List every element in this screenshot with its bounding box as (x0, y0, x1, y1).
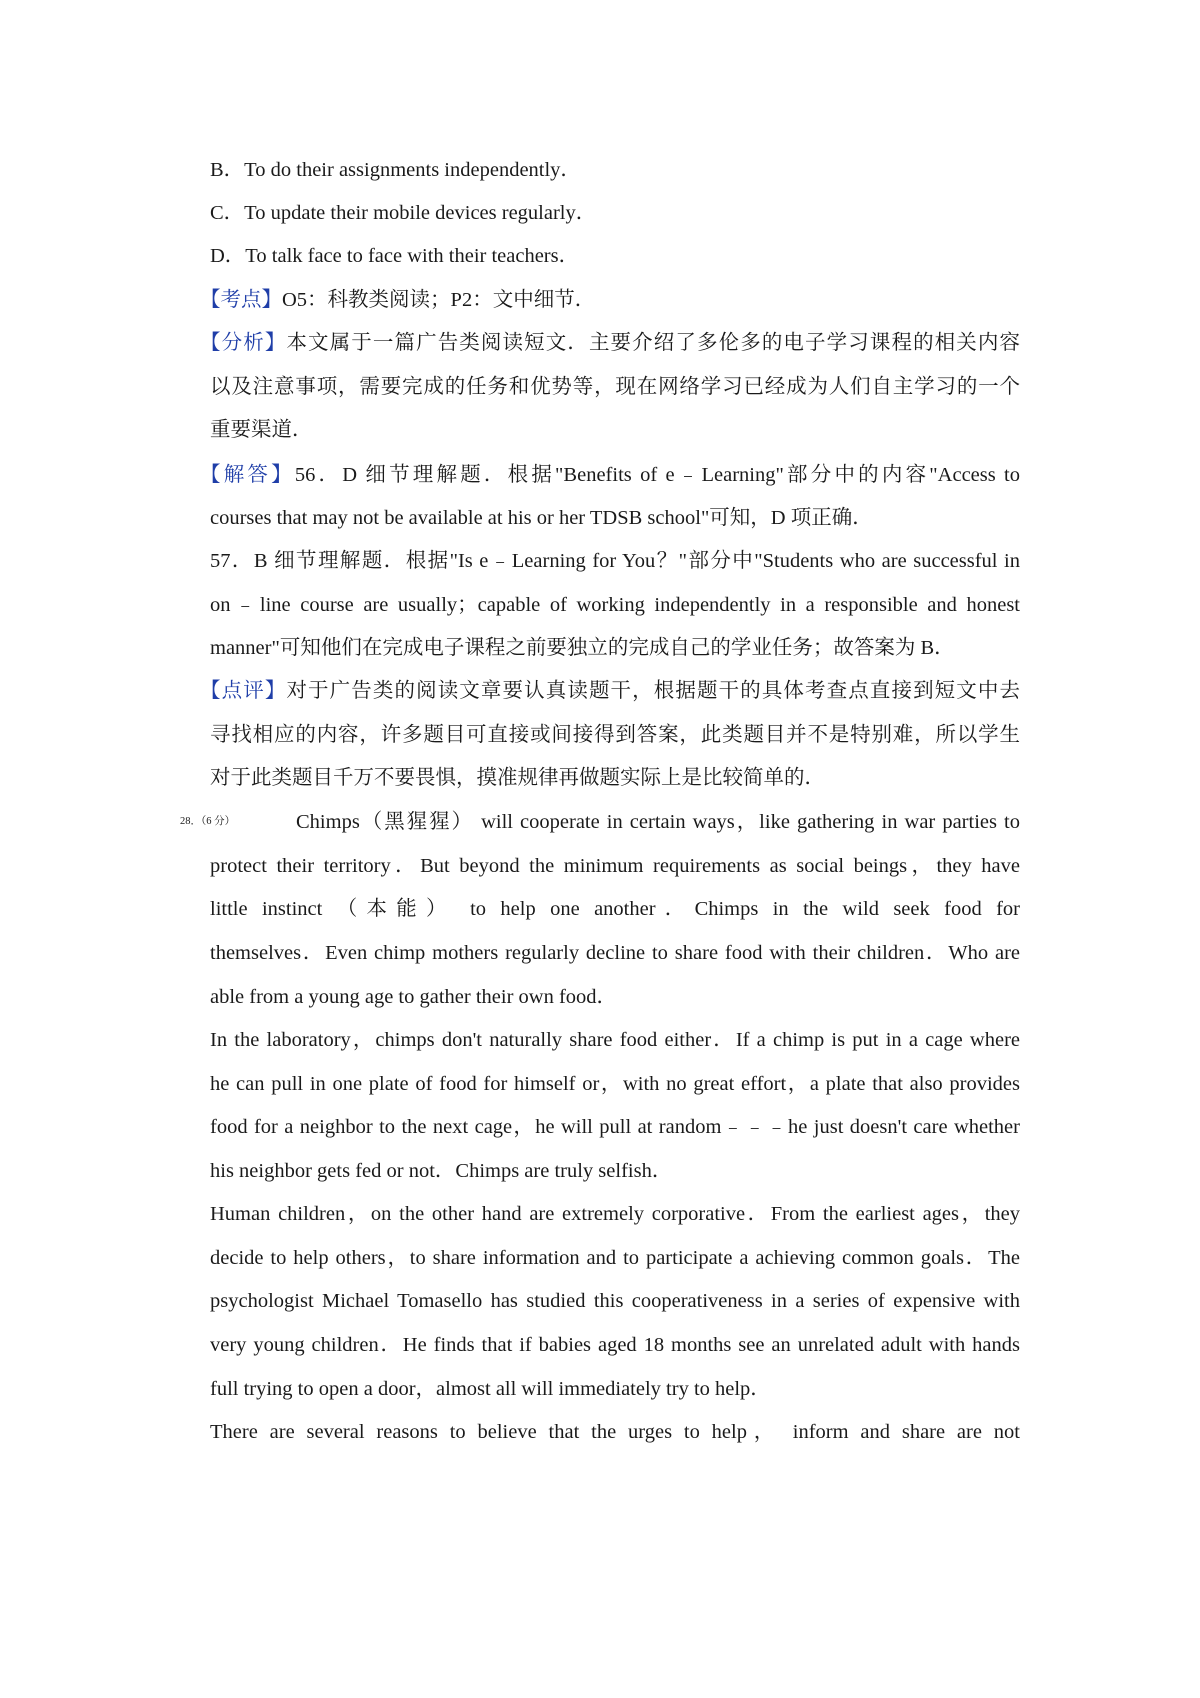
jieda-line-4: on﹣line course are usually；capable of working independently in a responsible and honest (210, 594, 1020, 616)
passage-line-15: There are several reasons to believe that the urges to help， inform and share are not (210, 1421, 1020, 1443)
fenxi-line-2: 以及注意事项，需要完成的任务和优势等，现在网络学习已经成为人们自主学习的一个 (210, 376, 1020, 398)
jieda-line-1 (200, 461, 1020, 489)
fenxi-text-1: 本文属于一篇广告类阅读短文．主要介绍了多伦多的电子学习课程的相关内容 (286, 332, 1020, 354)
kaodian-line (200, 286, 1010, 314)
passage-line-5: able from a young age to gather their own food． (210, 986, 618, 1008)
passage-line-9: his neighbor gets fed or not．Chimps are truly selfish． (210, 1160, 673, 1182)
kaodian-text: O5：科教类阅读；P2：文中细节． (282, 289, 596, 311)
passage-line-11: decide to help others，to share information and to participate a achieving common goals．The (210, 1247, 1020, 1269)
fenxi-tag: 【分析】 (200, 332, 287, 354)
passage-line-2: protect their territory．But beyond the minimum requirements as social beings，they have (210, 855, 1020, 877)
option-b: B．To do their assignments independently． (210, 159, 581, 181)
passage-line-8: food for a neighbor to the next cage，he will pull at random﹣﹣﹣he just doesn't care whether (210, 1116, 1020, 1138)
jieda-line-2: courses that may not be available at his or her TDSB school"可知，D 项正确． (210, 507, 873, 529)
passage-line-7: he can pull in one plate of food for himself or，with no great effort，a plate that also provides (210, 1073, 1020, 1095)
dianping-line-1 (200, 677, 1020, 705)
question-number (180, 808, 236, 836)
dianping-text-1: 对于广告类的阅读文章要认真读题干，根据题干的具体考查点直接到短文中去 (286, 680, 1020, 702)
dianping-line-3: 对于此类题目千万不要畏惧，摸准规律再做题实际上是比较简单的． (210, 767, 825, 789)
passage-line-13: very young children．He finds that if babies aged 18 months see an unrelated adult with hands (210, 1334, 1020, 1356)
dianping-line-2: 寻找相应的内容，许多题目可直接或间接得到答案，此类题目并不是特别难，所以学生 (210, 724, 1020, 746)
kaodian-tag: 【考点】 (200, 289, 282, 311)
jieda-line-5: manner"可知他们在完成电子课程之前要独立的完成自己的学业任务；故答案为 B． (210, 637, 955, 659)
option-d: D．To talk face to face with their teachers． (210, 245, 580, 267)
passage-line-3: little instinct （本能） to help one another．Chimps in the wild seek food for (210, 898, 1020, 920)
jieda-line-3: 57．B 细节理解题．根据"Is e﹣Learning for You？"部分中"Students who are successful in (210, 550, 1020, 572)
passage-line-14: full trying to open a door，almost all will immediately try to help． (210, 1378, 771, 1400)
passage-line-4: themselves．Even chimp mothers regularly decline to share food with their children．Who are (210, 942, 1020, 964)
question-number-text: 28．（6 分） (180, 816, 236, 827)
jieda-tag: 【解答】 (200, 464, 295, 486)
jieda-text-1: 56．D 细节理解题．根据"Benefits of e﹣Learning"部分中的内容"Access to (294, 464, 1020, 486)
passage-line-6: In the laboratory，chimps don't naturally share food either．If a chimp is put in a cage where (210, 1029, 1020, 1051)
passage-line-1: Chimps（黑猩猩） will cooperate in certain ways，like gathering in war parties to (296, 811, 1020, 833)
passage-line-10: Human children，on the other hand are extremely corporative．From the earliest ages，they (210, 1203, 1020, 1225)
fenxi-line-3: 重要渠道． (210, 419, 313, 441)
option-c: C．To update their mobile devices regularly． (210, 202, 597, 224)
dianping-tag: 【点评】 (200, 680, 287, 702)
fenxi-line-1 (200, 329, 1020, 357)
passage-line-12: psychologist Michael Tomasello has studied this cooperativeness in a series of expensive with (210, 1290, 1020, 1312)
